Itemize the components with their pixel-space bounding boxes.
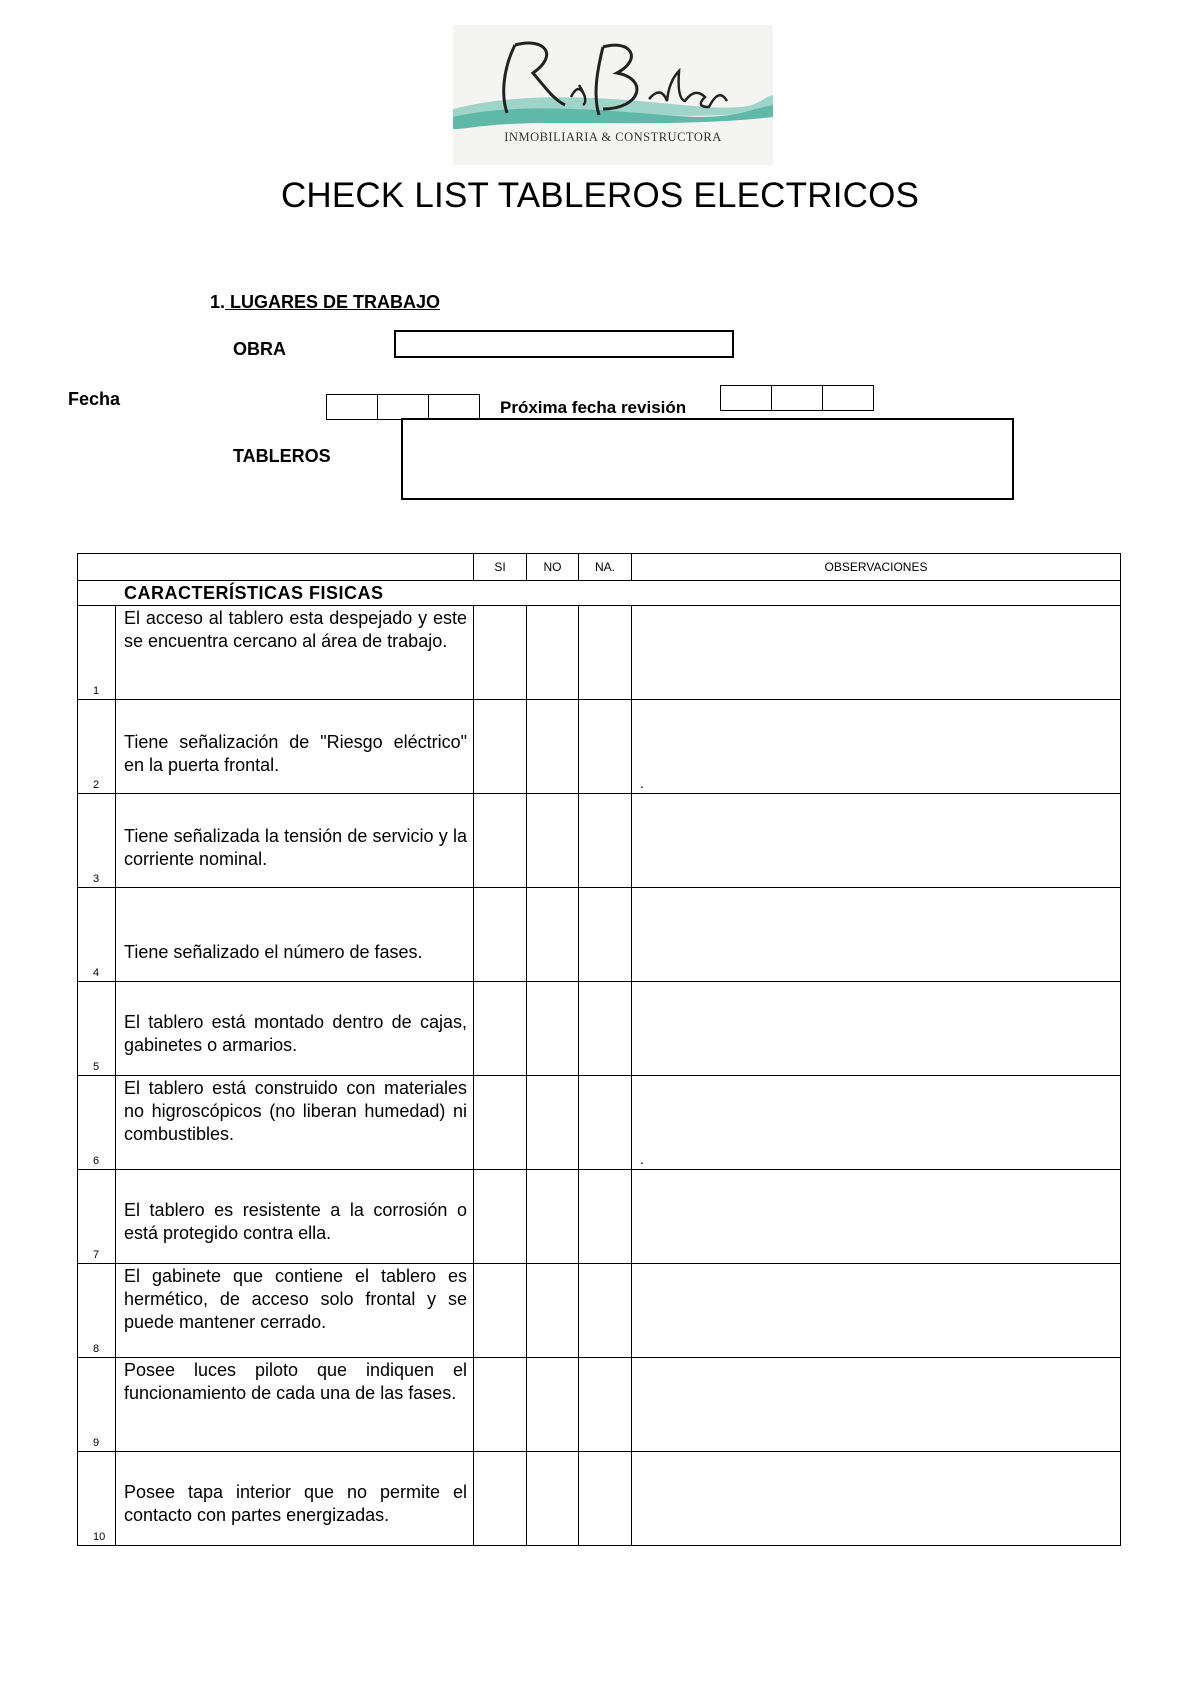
item-number: 6 xyxy=(93,1155,100,1167)
item-number: 4 xyxy=(93,967,100,979)
item-description: El tablero está construido con materiales no higroscópicos (no liberan humedad) ni combustibles. xyxy=(124,1078,467,1144)
checklist-row xyxy=(78,606,1121,700)
si-checkbox-cell[interactable] xyxy=(474,888,527,982)
no-checkbox-cell[interactable] xyxy=(527,1170,579,1264)
si-checkbox-cell[interactable] xyxy=(474,1452,527,1546)
item-number: 8 xyxy=(93,1343,100,1355)
item-description-cell xyxy=(116,1076,474,1170)
table-header-row xyxy=(78,554,1121,581)
no-checkbox-cell[interactable] xyxy=(527,1076,579,1170)
na-checkbox-cell[interactable] xyxy=(579,700,632,794)
item-number: 9 xyxy=(93,1437,100,1449)
item-description: Posee tapa interior que no permite el contacto con partes energizadas. xyxy=(124,1482,467,1525)
si-checkbox-cell[interactable] xyxy=(474,1264,527,1358)
section-label: LUGARES DE TRABAJO xyxy=(225,292,441,312)
section-heading xyxy=(210,292,440,313)
item-number-cell xyxy=(78,1170,116,1264)
fecha-field[interactable] xyxy=(326,394,480,420)
observaciones-cell[interactable] xyxy=(632,794,1121,888)
header-na: NA. xyxy=(579,554,632,581)
observaciones-cell[interactable] xyxy=(632,1076,1121,1170)
item-number: 3 xyxy=(93,873,100,885)
no-checkbox-cell[interactable] xyxy=(527,1452,579,1546)
checklist-row xyxy=(78,1076,1121,1170)
no-checkbox-cell[interactable] xyxy=(527,1358,579,1452)
fecha-day-cell[interactable] xyxy=(327,395,378,419)
item-description: Tiene señalización de "Riesgo eléctrico" en la puerta frontal. xyxy=(124,732,467,775)
si-checkbox-cell[interactable] xyxy=(474,794,527,888)
no-checkbox-cell[interactable] xyxy=(527,888,579,982)
observaciones-text: . xyxy=(640,775,644,791)
si-checkbox-cell[interactable] xyxy=(474,700,527,794)
proxima-month-cell[interactable] xyxy=(772,386,823,410)
category-row xyxy=(78,581,1121,606)
checklist-row xyxy=(78,794,1121,888)
item-number: 5 xyxy=(93,1061,100,1073)
proxima-fecha-field[interactable] xyxy=(720,385,874,411)
item-number-cell xyxy=(78,1452,116,1546)
checklist-items xyxy=(78,606,1121,1546)
observaciones-cell[interactable] xyxy=(632,700,1121,794)
si-checkbox-cell[interactable] xyxy=(474,1076,527,1170)
item-number-cell xyxy=(78,1358,116,1452)
item-description-cell xyxy=(116,888,474,982)
obra-field[interactable] xyxy=(394,330,734,358)
no-checkbox-cell[interactable] xyxy=(527,1264,579,1358)
logo-tagline: INMOBILIARIA & CONSTRUCTORA xyxy=(504,130,722,144)
document-title: CHECK LIST TABLEROS ELECTRICOS xyxy=(280,176,920,215)
observaciones-cell[interactable] xyxy=(632,888,1121,982)
item-description-cell xyxy=(116,700,474,794)
header-blank xyxy=(78,554,474,581)
proxima-year-cell[interactable] xyxy=(823,386,873,410)
no-checkbox-cell[interactable] xyxy=(527,794,579,888)
item-description-cell xyxy=(116,1358,474,1452)
no-checkbox-cell[interactable] xyxy=(527,700,579,794)
na-checkbox-cell[interactable] xyxy=(579,888,632,982)
item-description-cell xyxy=(116,1264,474,1358)
fecha-month-cell[interactable] xyxy=(378,395,429,419)
item-number-cell xyxy=(78,1264,116,1358)
checklist-row xyxy=(78,1452,1121,1546)
checklist-row xyxy=(78,1170,1121,1264)
proxima-fecha-label: Próxima fecha revisión xyxy=(500,398,687,417)
item-number: 7 xyxy=(93,1249,100,1261)
checklist-row xyxy=(78,700,1121,794)
na-checkbox-cell[interactable] xyxy=(579,1452,632,1546)
checklist-table xyxy=(77,553,1121,1546)
na-checkbox-cell[interactable] xyxy=(579,1170,632,1264)
item-number-cell xyxy=(78,1076,116,1170)
category-label: CARACTERÍSTICAS FISICAS xyxy=(78,581,1121,606)
item-number-cell xyxy=(78,700,116,794)
na-checkbox-cell[interactable] xyxy=(579,1358,632,1452)
item-number: 1 xyxy=(93,685,100,697)
observaciones-cell[interactable] xyxy=(632,1264,1121,1358)
item-number-cell xyxy=(78,606,116,700)
tableros-field[interactable] xyxy=(401,418,1014,500)
tableros-label: TABLEROS xyxy=(233,446,331,466)
observaciones-cell[interactable] xyxy=(632,1358,1121,1452)
item-description: Tiene señalizado el número de fases. xyxy=(124,942,423,962)
checklist-row xyxy=(78,1358,1121,1452)
item-description-cell xyxy=(116,1170,474,1264)
item-description: El tablero es resistente a la corrosión o está protegido contra ella. xyxy=(124,1200,467,1243)
section-number: 1. xyxy=(210,292,226,312)
observaciones-cell[interactable] xyxy=(632,982,1121,1076)
na-checkbox-cell[interactable] xyxy=(579,1076,632,1170)
company-logo xyxy=(453,25,773,165)
obra-label: OBRA xyxy=(233,339,286,359)
item-number-cell xyxy=(78,888,116,982)
fecha-label: Fecha xyxy=(68,389,121,409)
checklist-row xyxy=(78,982,1121,1076)
si-checkbox-cell[interactable] xyxy=(474,1170,527,1264)
item-description-cell xyxy=(116,794,474,888)
fecha-year-cell[interactable] xyxy=(429,395,479,419)
item-description: Posee luces piloto que indiquen el funcionamiento de cada una de las fases. xyxy=(124,1360,467,1403)
no-checkbox-cell[interactable] xyxy=(527,606,579,700)
header-no: NO xyxy=(527,554,579,581)
item-description: El gabinete que contiene el tablero es hermético, de acceso solo frontal y se puede mantener cerrado. xyxy=(124,1266,467,1332)
item-number-cell xyxy=(78,982,116,1076)
observaciones-cell[interactable] xyxy=(632,1170,1121,1264)
observaciones-cell[interactable] xyxy=(632,606,1121,700)
item-number: 10 xyxy=(93,1531,106,1543)
observaciones-text: . xyxy=(640,1151,644,1167)
item-description-cell xyxy=(116,1452,474,1546)
item-description-cell xyxy=(116,606,474,700)
na-checkbox-cell[interactable] xyxy=(579,606,632,700)
proxima-day-cell[interactable] xyxy=(721,386,772,410)
item-description: Tiene señalizada la tensión de servicio y la corriente nominal. xyxy=(124,826,467,869)
si-checkbox-cell[interactable] xyxy=(474,606,527,700)
item-description: El acceso al tablero esta despejado y este se encuentra cercano al área de trabajo. xyxy=(124,608,467,651)
item-number-cell xyxy=(78,794,116,888)
item-description-cell xyxy=(116,982,474,1076)
na-checkbox-cell[interactable] xyxy=(579,794,632,888)
si-checkbox-cell[interactable] xyxy=(474,1358,527,1452)
checklist-row xyxy=(78,1264,1121,1358)
si-checkbox-cell[interactable] xyxy=(474,982,527,1076)
observaciones-cell[interactable] xyxy=(632,1452,1121,1546)
na-checkbox-cell[interactable] xyxy=(579,1264,632,1358)
checklist-row xyxy=(78,888,1121,982)
na-checkbox-cell[interactable] xyxy=(579,982,632,1076)
no-checkbox-cell[interactable] xyxy=(527,982,579,1076)
item-description: El tablero está montado dentro de cajas, gabinetes o armarios. xyxy=(124,1012,467,1055)
header-observaciones: OBSERVACIONES xyxy=(632,554,1121,581)
header-si: SI xyxy=(474,554,527,581)
item-number: 2 xyxy=(93,779,100,791)
